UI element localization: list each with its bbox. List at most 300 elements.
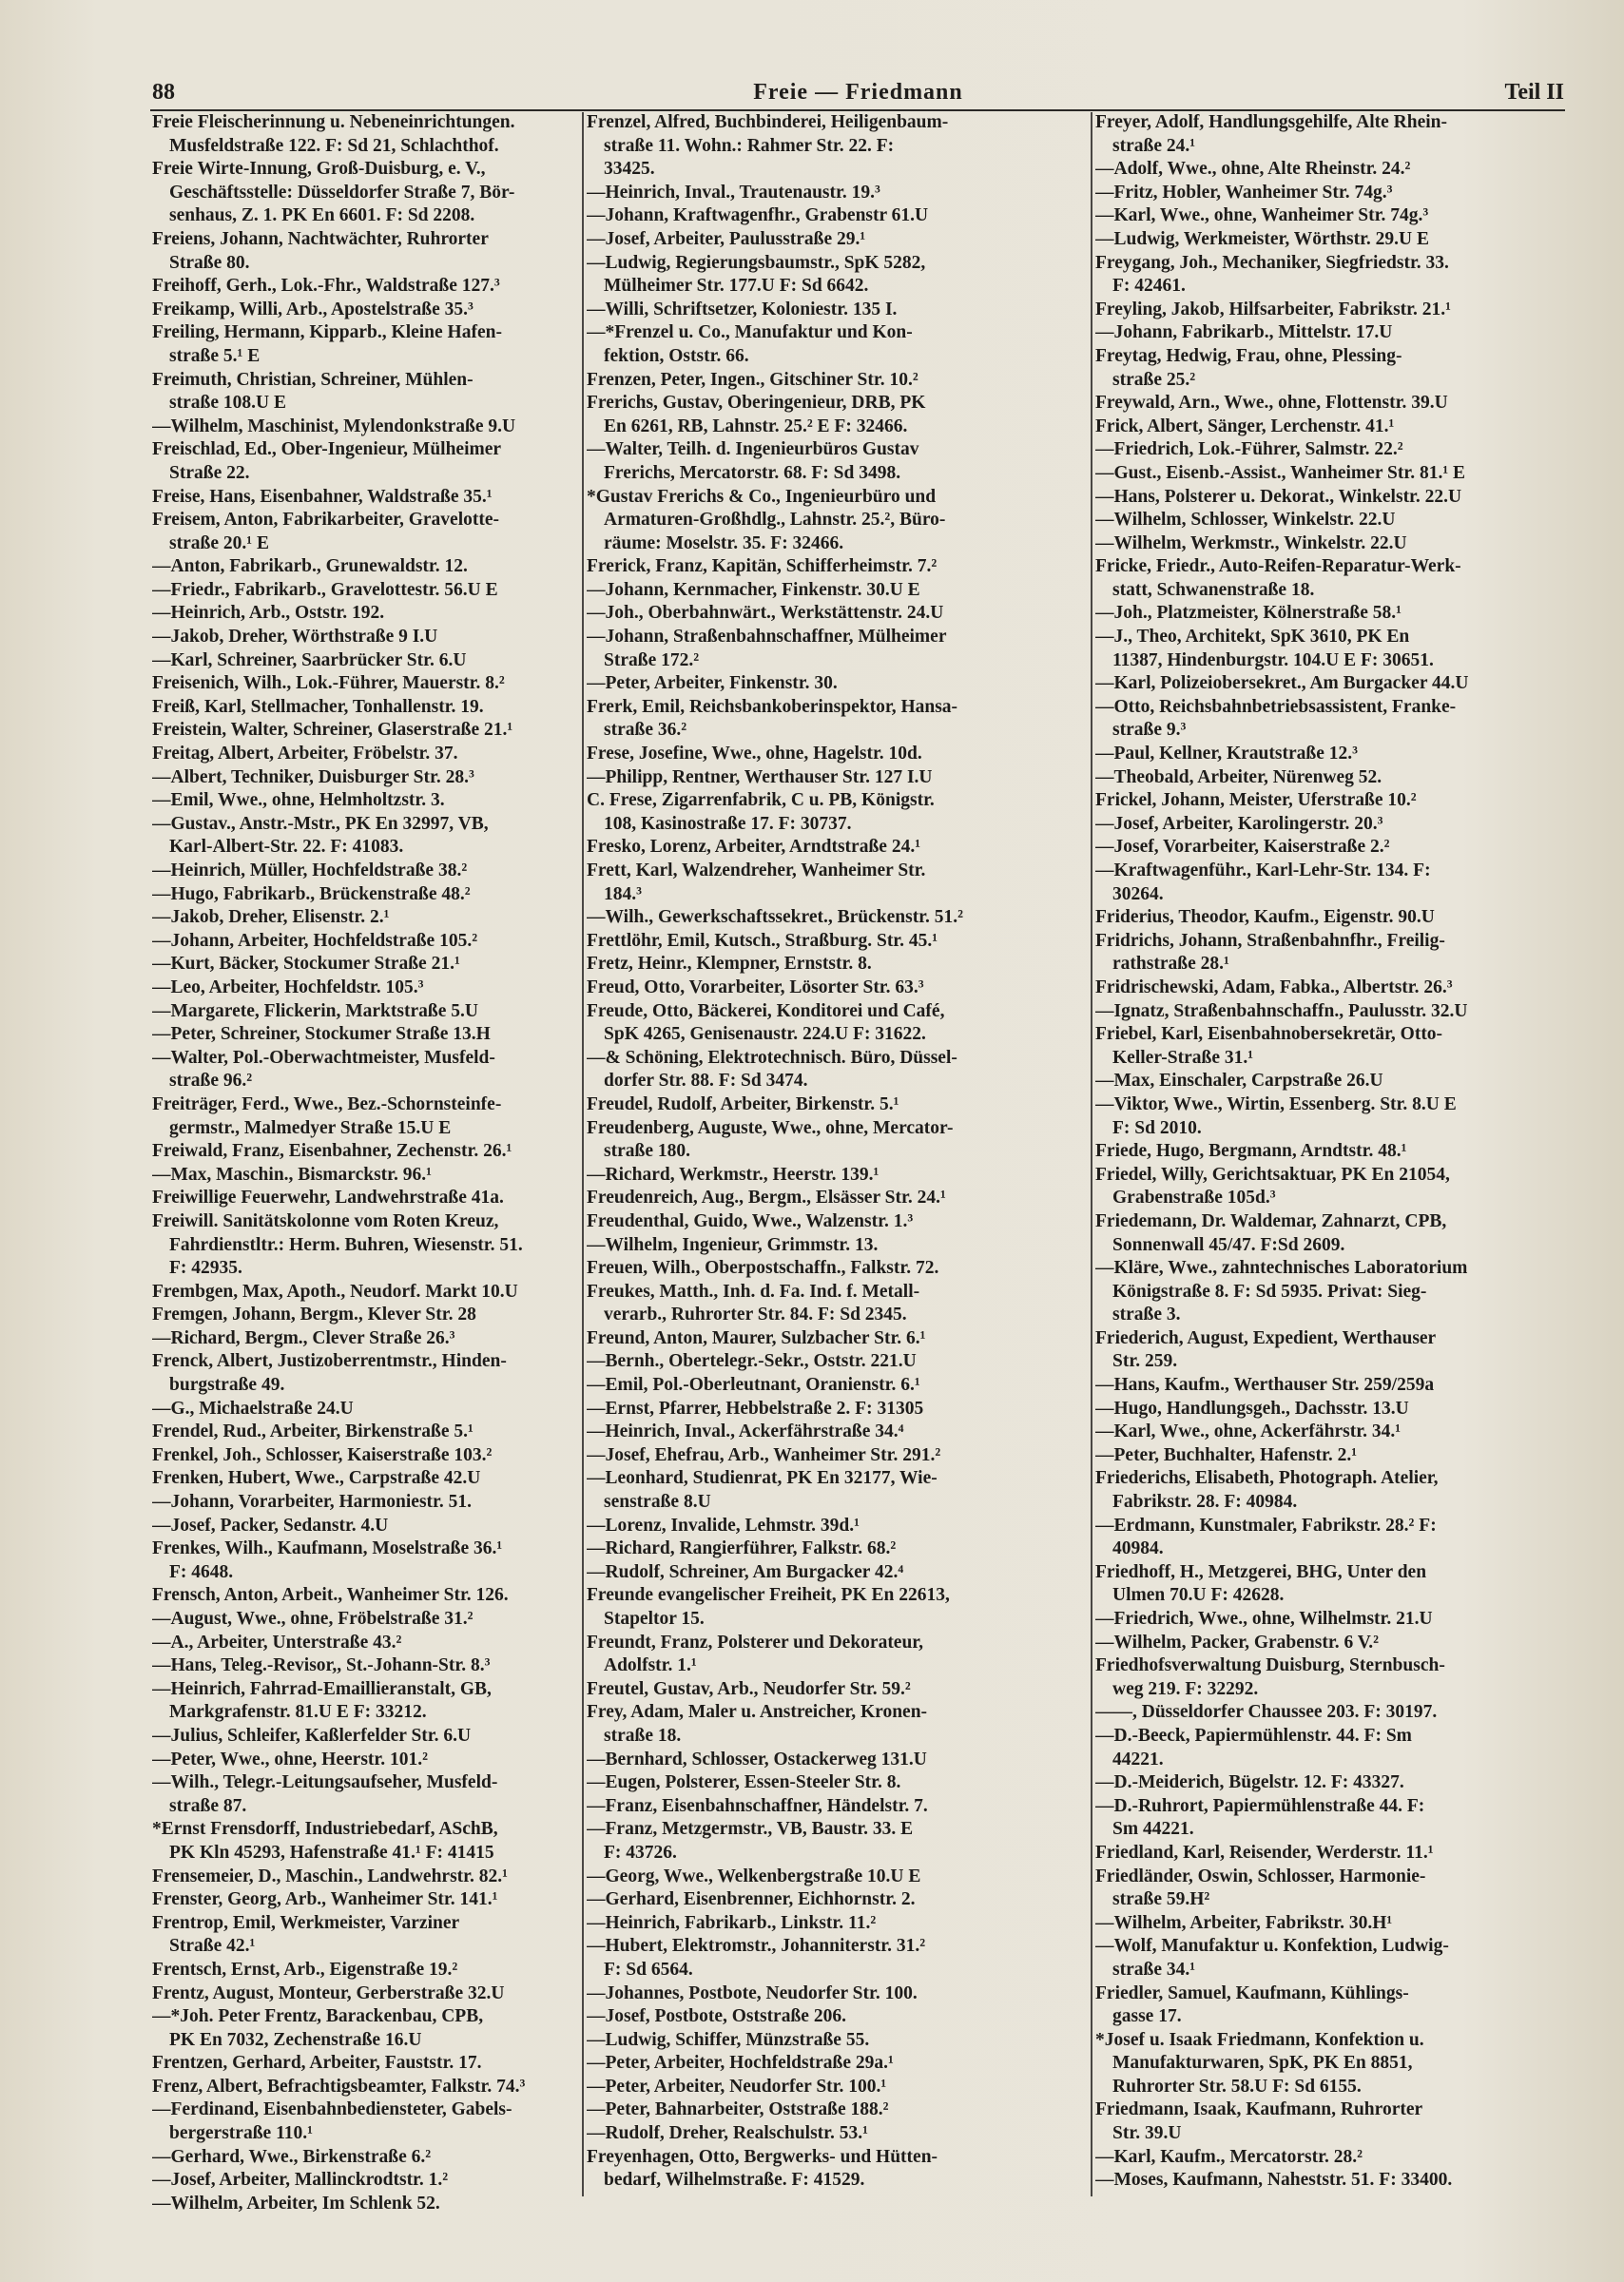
entry-line: —Heinrich, Fabrikarb., Linkstr. 11.² <box>587 1912 877 1933</box>
entry-line: Frey, Adam, Maler u. Anstreicher, Kronen- <box>587 1702 928 1723</box>
entry-continuation-line: F: 42935. <box>169 1258 242 1279</box>
directory-entry <box>152 1888 580 1912</box>
directory-entry <box>1095 1935 1566 1982</box>
directory-entry <box>152 672 580 696</box>
column-middle <box>587 111 1086 2193</box>
entry-continuation-line: Armaturen-Großhdlg., Lahnstr. 25.², Büro- <box>604 510 946 531</box>
entry-continuation-line: weg 219. F: 32292. <box>1112 1678 1259 1699</box>
directory-entry <box>587 486 1086 556</box>
directory-entry <box>152 1608 580 1632</box>
entry-line: —Josef, Postbote, Oststraße 206. <box>587 2006 846 2027</box>
directory-entry <box>587 930 1086 954</box>
entry-line: Freundt, Franz, Polsterer und Dekorateur, <box>587 1632 924 1653</box>
entry-continuation-line: Königstraße 8. F: Sd 5935. Privat: Sieg- <box>1112 1281 1427 1302</box>
entry-line: Freise, Hans, Eisenbahner, Waldstraße 35.¹ <box>152 486 493 507</box>
entry-continuation-line: straße 87. <box>169 1795 247 1816</box>
directory-entry <box>152 2193 580 2216</box>
directory-entry <box>152 696 580 720</box>
entry-line: —*Joh. Peter Frentz, Barackenbau, CPB, <box>152 2006 484 2027</box>
entry-line: Frenzen, Peter, Ingen., Gitschiner Str. 10.² <box>587 369 918 390</box>
entry-continuation-line: Ulmen 70.U F: 42628. <box>1112 1585 1285 1606</box>
directory-entry <box>587 252 1086 299</box>
directory-entry <box>152 1140 580 1164</box>
directory-entry <box>152 1632 580 1655</box>
entry-line: Frerk, Emil, Reichsbankoberinspektor, Hansa- <box>587 696 958 717</box>
directory-entry <box>152 766 580 790</box>
entry-line: —Johann, Vorarbeiter, Harmoniestr. 51. <box>152 1492 473 1513</box>
entry-continuation-line: straße 108.U E <box>169 393 286 414</box>
entry-line: Frembgen, Max, Apoth., Neudorf. Markt 10.U <box>152 1281 518 1302</box>
entry-line: —Theobald, Arbeiter, Nürenweg 52. <box>1095 766 1382 787</box>
directory-entry <box>587 1771 1086 1795</box>
directory-entry <box>152 416 580 439</box>
directory-entry <box>152 1515 580 1538</box>
directory-entry <box>587 836 1086 860</box>
entry-line: Freudenreich, Aug., Bergm., Elsässer Str. 24.¹ <box>587 1188 946 1209</box>
directory-entry <box>1095 1093 1566 1140</box>
entry-continuation-line: straße 9.³ <box>1112 720 1187 741</box>
entry-continuation-line: 40984. <box>1112 1538 1164 1559</box>
entry-line: —D.-Beeck, Papiermühlenstr. 44. F: Sm <box>1095 1725 1412 1746</box>
directory-entry <box>152 1350 580 1397</box>
entry-line: Freunde evangelischer Freiheit, PK En 22613, <box>587 1585 950 1606</box>
entry-line: —Joh., Oberbahnwärt., Werkstättenstr. 24.U <box>587 603 944 624</box>
directory-entry <box>1095 1982 1566 2029</box>
directory-entry <box>152 228 580 275</box>
entry-continuation-line: fektion, Oststr. 66. <box>604 345 749 366</box>
entry-line: Frenken, Hubert, Wwe., Carpstraße 42.U <box>152 1468 481 1489</box>
entry-line: —Peter, Arbeiter, Finkenstr. 30. <box>587 673 838 694</box>
entry-continuation-line: 44221. <box>1112 1749 1164 1770</box>
directory-entry <box>152 649 580 673</box>
entry-continuation-line: straße 11. Wohn.: Rahmer Str. 22. F: <box>604 135 895 156</box>
directory-entry <box>587 1888 1086 1912</box>
entry-line: —G., Michaelstraße 24.U <box>152 1398 354 1419</box>
directory-entry <box>1095 1140 1566 1164</box>
directory-entry <box>1095 158 1566 182</box>
directory-entry <box>587 860 1086 906</box>
directory-entry <box>1095 1608 1566 1632</box>
entry-continuation-line: verarb., Ruhrorter Str. 84. F: Sd 2345. <box>604 1305 907 1325</box>
directory-entry <box>152 1210 580 1281</box>
entry-line: Frenzel, Alfred, Buchbinderei, Heiligenbaum- <box>587 112 949 132</box>
entry-line: —Ludwig, Werkmeister, Wörthstr. 29.U E <box>1095 228 1430 249</box>
entry-continuation-line: senstraße 8.U <box>604 1492 711 1513</box>
directory-entry <box>587 766 1086 790</box>
entry-continuation-line: bedarf, Wilhelmstraße. F: 41529. <box>604 2170 865 2191</box>
entry-line: —Josef, Packer, Sedanstr. 4.U <box>152 1515 389 1536</box>
directory-entry <box>1095 1771 1566 1795</box>
entry-line: Frentrop, Emil, Werkmeister, Varziner <box>152 1912 460 1933</box>
entry-line: —Karl, Polizeiobersekret., Am Burgacker 44.U <box>1095 673 1469 694</box>
directory-entry <box>152 2146 580 2170</box>
directory-entry <box>1095 2098 1566 2145</box>
entry-line: Frentzen, Gerhard, Arbeiter, Fauststr. 17. <box>152 2053 482 2074</box>
entry-line: Friederichs, Elisabeth, Photograph. Atelier, <box>1095 1468 1439 1489</box>
entry-line: —Ludwig, Regierungsbaumstr., SpK 5282, <box>587 252 926 273</box>
entry-continuation-line: Straße 22. <box>169 462 250 483</box>
entry-line: —Leo, Arbeiter, Hochfeldstr. 105.³ <box>152 977 424 997</box>
directory-entry <box>152 1187 580 1210</box>
directory-entry <box>587 111 1086 182</box>
directory-entry <box>1095 1725 1566 1771</box>
entry-line: —Heinrich, Inval., Trautenaustr. 19.³ <box>587 182 880 203</box>
directory-entry <box>587 2122 1086 2146</box>
directory-entry <box>587 299 1086 322</box>
entry-line: Fridrischewski, Adam, Fabka., Albertstr. 26.³ <box>1095 977 1453 997</box>
directory-entry <box>152 2169 580 2193</box>
entry-line: Friede, Hugo, Bergmann, Arndtstr. 48.¹ <box>1095 1141 1407 1162</box>
entry-continuation-line: straße 20.¹ E <box>169 532 269 553</box>
entry-line: —Fritz, Hobler, Wanheimer Str. 74g.³ <box>1095 182 1393 203</box>
entry-line: —Emil, Wwe., ohne, Helmholtzstr. 3. <box>152 790 445 811</box>
entry-line: —Willi, Schriftsetzer, Koloniestr. 135 I. <box>587 299 898 319</box>
column-divider <box>582 112 584 2196</box>
directory-entry <box>152 1281 580 1305</box>
entry-line: Freie Wirte-Innung, Groß-Duisburg, e. V., <box>152 159 486 180</box>
entry-line: —Johannes, Postbote, Neudorfer Str. 100. <box>587 1982 918 2003</box>
directory-entry <box>587 1327 1086 1351</box>
entry-line: —Erdmann, Kunstmaler, Fabrikstr. 28.² F: <box>1095 1515 1437 1536</box>
entry-line: —Max, Maschin., Bismarckstr. 96.¹ <box>152 1164 433 1185</box>
directory-entry <box>1095 392 1566 416</box>
entry-continuation-line: dorfer Str. 88. F: Sd 3474. <box>604 1071 808 1092</box>
entry-line: —Albert, Techniker, Duisburger Str. 28.³ <box>152 766 474 787</box>
entry-line: —Hugo, Handlungsgeh., Dachsstr. 13.U <box>1095 1398 1409 1419</box>
entry-line: —Leonhard, Studienrat, PK En 32177, Wie- <box>587 1468 938 1489</box>
entry-continuation-line: straße 18. <box>604 1725 682 1746</box>
entry-line: Freiträger, Ferd., Wwe., Bez.-Schornsteinfe- <box>152 1093 502 1114</box>
entry-line: —Richard, Werkmstr., Heerstr. 139.¹ <box>587 1164 880 1185</box>
directory-entry <box>587 392 1086 438</box>
directory-entry <box>587 1678 1086 1702</box>
entry-line: —Richard, Rangierführer, Falkstr. 68.² <box>587 1538 897 1559</box>
entry-line: —Margarete, Flickerin, Marktstraße 5.U <box>152 1000 478 1021</box>
entry-line: —Rudolf, Schreiner, Am Burgacker 42.⁴ <box>587 1561 904 1582</box>
directory-entry <box>1095 789 1566 813</box>
directory-entry <box>587 182 1086 205</box>
entry-line: —Johann, Arbeiter, Hochfeldstraße 105.² <box>152 930 478 951</box>
entry-line: —Gust., Eisenb.-Assist., Wanheimer Str. 81.¹ E <box>1095 462 1466 483</box>
directory-entry <box>1095 1164 1566 1210</box>
directory-entry <box>1095 1421 1566 1444</box>
directory-entry <box>587 2146 1086 2193</box>
directory-entry <box>152 626 580 649</box>
directory-entry <box>152 1164 580 1188</box>
directory-entry <box>152 299 580 322</box>
directory-entry <box>152 1912 580 1959</box>
entry-line: —Bernhard, Schlosser, Ostackerweg 131.U <box>587 1749 927 1770</box>
entry-line: —Kläre, Wwe., zahntechnisches Laboratorium <box>1095 1258 1468 1279</box>
entry-line: —Anton, Fabrikarb., Grunewaldstr. 12. <box>152 556 468 577</box>
entry-line: —Peter, Arbeiter, Neudorfer Str. 100.¹ <box>587 2076 887 2097</box>
directory-entry <box>152 1000 580 1024</box>
entry-line: Friedland, Karl, Reisender, Werderstr. 11.¹ <box>1095 1842 1434 1863</box>
entry-continuation-line: F: 43726. <box>604 1842 677 1863</box>
directory-entry <box>1095 1515 1566 1561</box>
directory-entry <box>587 228 1086 252</box>
entry-continuation-line: senhaus, Z. 1. PK En 6601. F: Sd 2208. <box>169 205 475 226</box>
directory-entry <box>587 1515 1086 1538</box>
entry-line: —Hugo, Fabrikarb., Brückenstraße 48.² <box>152 883 471 904</box>
entry-line: —Wilhelm, Schlosser, Winkelstr. 22.U <box>1095 510 1396 531</box>
entry-line: Freikamp, Willi, Arb., Apostelstraße 35.³ <box>152 299 474 319</box>
entry-continuation-line: F: Sd 6564. <box>604 1959 693 1980</box>
entry-continuation-line: PK Kln 45293, Hafenstraße 41.¹ F: 41415 <box>169 1842 494 1863</box>
directory-entry <box>1095 228 1566 252</box>
entry-line: —Josef, Arbeiter, Paulusstraße 29.¹ <box>587 228 866 249</box>
entry-line: Fresko, Lorenz, Arbeiter, Arndtstraße 24.¹ <box>587 837 921 858</box>
entry-line: Freistein, Walter, Schreiner, Glaserstraße 21.¹ <box>152 720 513 741</box>
directory-entry <box>152 906 580 930</box>
directory-entry <box>587 1866 1086 1889</box>
entry-continuation-line: Musfeldstraße 122. F: Sd 21, Schlachthof. <box>169 135 499 156</box>
entry-line: Freudel, Rudolf, Arbeiter, Birkenstr. 5.¹ <box>587 1093 899 1114</box>
entry-continuation-line: Str. 259. <box>1112 1351 1178 1372</box>
directory-entry <box>1095 509 1566 532</box>
directory-entry <box>587 1912 1086 1936</box>
entry-line: —Georg, Wwe., Welkenbergstraße 10.U E <box>587 1866 921 1886</box>
entry-line: —Richard, Bergm., Clever Straße 26.³ <box>152 1327 455 1348</box>
directory-entry <box>152 930 580 954</box>
directory-entry <box>587 602 1086 626</box>
entry-line: —Peter, Schreiner, Stockumer Straße 13.H <box>152 1024 491 1045</box>
entry-line: —Gerhard, Wwe., Birkenstraße 6.² <box>152 2146 432 2167</box>
directory-entry <box>587 1281 1086 1327</box>
directory-entry <box>152 1866 580 1889</box>
directory-entry <box>152 1304 580 1327</box>
entry-line: —Wilhelm, Arbeiter, Im Schlenk 52. <box>152 2193 440 2214</box>
entry-continuation-line: Frerichs, Mercatorstr. 68. F: Sd 3498. <box>604 462 901 483</box>
directory-entry <box>152 2098 580 2145</box>
entry-line: Fremgen, Johann, Bergm., Klever Str. 28 <box>152 1305 476 1325</box>
entry-line: Freiling, Hermann, Kipparb., Kleine Hafen- <box>152 322 502 343</box>
directory-entry <box>1095 860 1566 906</box>
directory-entry <box>1095 1210 1566 1257</box>
directory-entry <box>1095 555 1566 602</box>
entry-continuation-line: straße 3. <box>1112 1305 1181 1325</box>
directory-entry <box>152 1982 580 2006</box>
entry-continuation-line: straße 5.¹ E <box>169 345 261 366</box>
entry-line: —Kraftwagenführ., Karl-Lehr-Str. 134. F: <box>1095 861 1431 880</box>
entry-line: —Johann, Kernmacher, Finkenstr. 30.U E <box>587 579 920 600</box>
entry-line: —Otto, Reichsbahnbetriebsassistent, Franke- <box>1095 696 1457 717</box>
entry-continuation-line: Grabenstraße 105d.³ <box>1112 1188 1276 1209</box>
entry-line: Freyling, Jakob, Hilfsarbeiter, Fabrikstr. 21.¹ <box>1095 299 1452 319</box>
entry-line: ——, Düsseldorfer Chaussee 203. F: 30197. <box>1095 1702 1438 1723</box>
directory-entry <box>587 204 1086 228</box>
directory-entry <box>1095 813 1566 837</box>
entry-line: —Emil, Pol.-Oberleutnant, Oranienstr. 6.¹ <box>587 1375 920 1396</box>
directory-entry <box>1095 182 1566 205</box>
directory-entry <box>587 789 1086 836</box>
directory-entry <box>152 953 580 977</box>
directory-entry <box>587 1561 1086 1585</box>
entry-line: —Max, Einschaler, Carpstraße 26.U <box>1095 1071 1383 1092</box>
directory-entry <box>152 1047 580 1093</box>
entry-continuation-line: Str. 39.U <box>1112 2123 1182 2144</box>
entry-line: —Heinrich, Fahrrad-Emaillieranstalt, GB, <box>152 1678 492 1699</box>
directory-entry <box>587 1701 1086 1748</box>
directory-entry <box>1095 1842 1566 1866</box>
entry-line: —Johann, Kraftwagenfhr., Grabenstr 61.U <box>587 205 929 226</box>
directory-entry <box>152 1023 580 1047</box>
directory-entry <box>1095 836 1566 860</box>
directory-entry <box>587 906 1086 930</box>
directory-entry <box>587 1421 1086 1444</box>
entry-line: —Wilhelm, Ingenieur, Grimmstr. 13. <box>587 1234 879 1255</box>
directory-entry <box>1095 321 1566 345</box>
entry-continuation-line: Straße 80. <box>169 252 250 273</box>
directory-entry <box>1095 252 1566 299</box>
directory-entry <box>1095 438 1566 462</box>
entry-continuation-line: PK En 7032, Zechenstraße 16.U <box>169 2029 422 2050</box>
entry-line: Freude, Otto, Bäckerei, Konditorei und Café, <box>587 1000 945 1021</box>
directory-entry <box>587 2098 1086 2122</box>
entry-line: —Walter, Pol.-Oberwachtmeister, Musfeld- <box>152 1047 495 1068</box>
directory-entry <box>587 438 1086 485</box>
entry-continuation-line: Fabrikstr. 28. F: 40984. <box>1112 1492 1298 1513</box>
entry-continuation-line: Keller-Straße 31.¹ <box>1112 1047 1254 1068</box>
directory-entry <box>1095 1070 1566 1093</box>
entry-continuation-line: germstr., Malmedyer Straße 15.U E <box>169 1117 452 1138</box>
directory-entry <box>587 1187 1086 1210</box>
entry-continuation-line: Geschäftsstelle: Düsseldorfer Straße 7, Bör- <box>169 182 515 203</box>
entry-line: Freyenhagen, Otto, Bergwerks- und Hütten- <box>587 2146 938 2167</box>
directory-entry <box>587 1444 1086 1468</box>
entry-continuation-line: En 6261, RB, Lahnstr. 25.² E F: 32466. <box>604 416 908 436</box>
directory-entry <box>587 1398 1086 1421</box>
directory-entry <box>1095 1374 1566 1398</box>
directory-entry <box>587 1467 1086 1514</box>
entry-line: Frickel, Johann, Meister, Uferstraße 10.² <box>1095 790 1417 811</box>
column-right <box>1095 111 1566 2193</box>
directory-entry <box>587 1982 1086 2006</box>
entry-continuation-line: straße 96.² <box>169 1071 253 1092</box>
directory-entry <box>1095 1327 1566 1374</box>
entry-line: —Hubert, Elektromstr., Johanniterstr. 31.² <box>587 1936 926 1957</box>
entry-line: —Jakob, Dreher, Elisenstr. 2.¹ <box>152 907 390 928</box>
entry-line: Freischlad, Ed., Ober-Ingenieur, Mülheimer <box>152 439 502 460</box>
directory-entry <box>1095 1654 1566 1701</box>
directory-entry <box>1095 626 1566 672</box>
entry-continuation-line: straße 34.¹ <box>1112 1959 1196 1980</box>
directory-entry <box>152 1959 580 1982</box>
directory-entry <box>1095 532 1566 556</box>
entry-line: —Karl, Schreiner, Saarbrücker Str. 6.U <box>152 649 467 670</box>
directory-entry <box>587 1795 1086 1819</box>
entry-line: Friedler, Samuel, Kaufmann, Kühlings- <box>1095 1982 1409 2003</box>
directory-entry <box>1095 1467 1566 1514</box>
directory-entry <box>587 1047 1086 1093</box>
directory-entry <box>587 1000 1086 1047</box>
entry-line: Freud, Otto, Vorarbeiter, Lösorter Str. 63.³ <box>587 977 924 997</box>
directory-entry <box>152 719 580 743</box>
entry-continuation-line: räume: Moselstr. 35. F: 32466. <box>604 532 844 553</box>
page-number: 88 <box>152 80 175 105</box>
entry-line: Freimuth, Christian, Schreiner, Mühlen- <box>152 369 474 390</box>
directory-entry <box>1095 1023 1566 1070</box>
entry-line: —Eugen, Polsterer, Essen-Steeler Str. 8. <box>587 1772 901 1793</box>
column-divider <box>1091 112 1092 2196</box>
directory-entry <box>587 1257 1086 1281</box>
entry-line: Freudenberg, Auguste, Wwe., ohne, Mercator- <box>587 1117 954 1138</box>
page-header <box>152 80 1564 108</box>
entry-line: —Wolf, Manufaktur u. Konfektion, Ludwig- <box>1095 1936 1449 1957</box>
entry-line: Frenster, Georg, Arb., Wanheimer Str. 141.¹ <box>152 1889 498 1910</box>
entry-line: Freund, Anton, Maurer, Sulzbacher Str. 6.¹ <box>587 1327 926 1348</box>
entry-line: —Johann, Fabrikarb., Mittelstr. 17.U <box>1095 322 1393 343</box>
directory-entry <box>587 579 1086 603</box>
directory-entry <box>587 1632 1086 1678</box>
entry-line: —August, Wwe., ohne, Fröbelstraße 31.² <box>152 1609 474 1629</box>
entry-line: Friebel, Karl, Eisenbahnobersekretär, Otto- <box>1095 1024 1443 1045</box>
entry-line: Frenkel, Joh., Schlosser, Kaiserstraße 103.² <box>152 1444 493 1465</box>
entry-line: —Moses, Kaufmann, Naheststr. 51. F: 33400. <box>1095 2170 1453 2191</box>
entry-line: —Hans, Polsterer u. Dekorat., Winkelstr. 22.U <box>1095 486 1462 507</box>
entry-line: Freywald, Arn., Wwe., ohne, Flottenstr. 39.U <box>1095 393 1448 414</box>
directory-entry <box>587 369 1086 393</box>
entry-line: Frettlöhr, Emil, Kutsch., Straßburg. Str. 45.¹ <box>587 930 938 951</box>
directory-entry <box>587 2052 1086 2076</box>
entry-continuation-line: Manufakturwaren, SpK, PK En 8851, <box>1112 2053 1413 2074</box>
directory-entry <box>152 111 580 158</box>
entry-line: Freitag, Albert, Arbeiter, Fröbelstr. 37. <box>152 744 458 764</box>
entry-line: —Peter, Bahnarbeiter, Oststraße 188.² <box>587 2099 889 2120</box>
entry-line: —Ernst, Pfarrer, Hebbelstraße 2. F: 31305 <box>587 1398 924 1419</box>
directory-entry <box>152 369 580 416</box>
directory-entry <box>152 602 580 626</box>
directory-entry <box>1095 977 1566 1000</box>
directory-entry <box>1095 743 1566 766</box>
entry-continuation-line: Sm 44221. <box>1112 1819 1194 1840</box>
directory-entry <box>587 1117 1086 1164</box>
entry-line: —Peter, Arbeiter, Hochfeldstraße 29a.¹ <box>587 2053 894 2074</box>
entry-line: —*Frenzel u. Co., Manufaktur und Kon- <box>587 322 913 343</box>
directory-entry <box>152 486 580 510</box>
directory-entry <box>152 509 580 555</box>
entry-line: Freiß, Karl, Stellmacher, Tonhallenstr. 19. <box>152 696 484 717</box>
entry-line: Freygang, Joh., Mechaniker, Siegfriedstr. 33. <box>1095 252 1449 273</box>
directory-entry <box>1095 1795 1566 1842</box>
directory-entry <box>152 2005 580 2052</box>
directory-entry <box>152 1444 580 1468</box>
entry-line: —J., Theo, Architekt, SpK 3610, PK En <box>1095 627 1410 648</box>
entry-continuation-line: Straße 42.¹ <box>169 1936 256 1957</box>
entry-line: —Walter, Teilh. d. Ingenieurbüros Gustav <box>587 439 919 460</box>
entry-line: —Julius, Schleifer, Kaßlerfelder Str. 6.U <box>152 1725 472 1746</box>
directory-entry <box>587 1093 1086 1117</box>
page-title: Freie — Friedmann <box>753 80 963 105</box>
directory-entry <box>587 626 1086 672</box>
entry-line: —Rudolf, Dreher, Realschulstr. 53.¹ <box>587 2123 869 2144</box>
entry-continuation-line: Fahrdienstltr.: Herm. Buhren, Wiesenstr. 51. <box>169 1234 523 1255</box>
directory-entry <box>1095 2146 1566 2170</box>
entry-continuation-line: straße 180. <box>604 1141 690 1162</box>
entry-line: —Bernh., Obertelegr.-Sekr., Oststr. 221.U <box>587 1351 917 1372</box>
entry-line: —Wilhelm, Werkmstr., Winkelstr. 22.U <box>1095 532 1407 553</box>
entry-line: Friedemann, Dr. Waldemar, Zahnarzt, CPB, <box>1095 1210 1447 1231</box>
entry-line: —Josef, Arbeiter, Karolingerstr. 20.³ <box>1095 813 1383 834</box>
entry-continuation-line: Markgrafenstr. 81.U E F: 33212. <box>169 1702 427 1723</box>
directory-entry <box>152 1584 580 1608</box>
directory-entry <box>152 1678 580 1725</box>
entry-line: Friedhofsverwaltung Duisburg, Sternbusch- <box>1095 1655 1445 1676</box>
entry-line: —Kurt, Bäcker, Stockumer Straße 21.¹ <box>152 954 460 975</box>
entry-line: —Heinrich, Inval., Ackerfährstraße 34.⁴ <box>587 1421 904 1442</box>
entry-line: Freisenich, Wilh., Lok.-Führer, Mauerstr. 8.² <box>152 673 505 694</box>
directory-entry <box>1095 2029 1566 2099</box>
